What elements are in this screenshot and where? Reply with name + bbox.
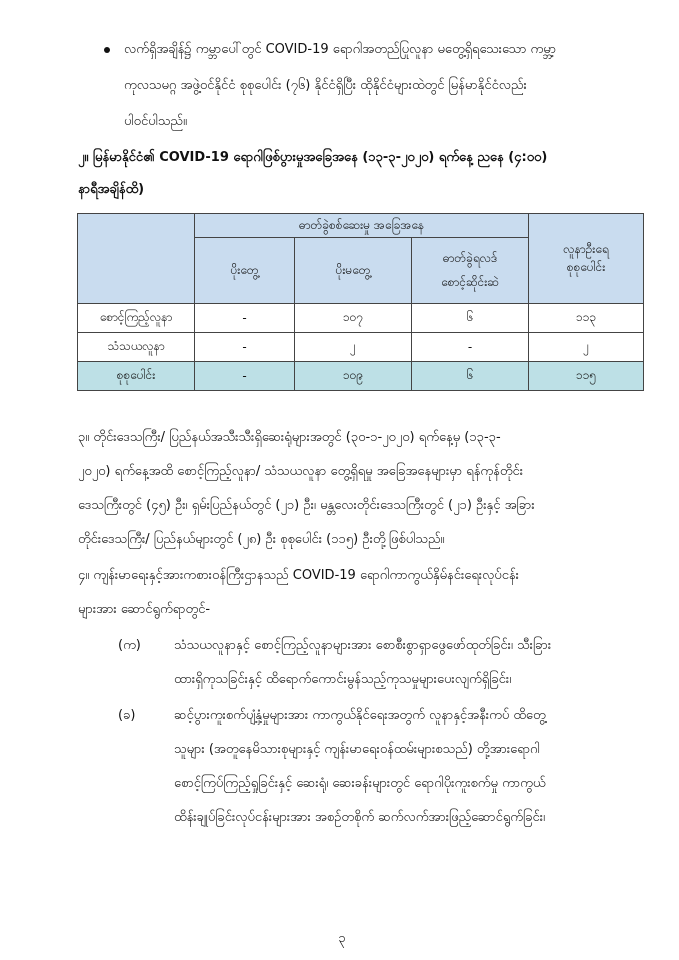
bullet-line-2: ကုလသမဂ္ဂ အဖွဲ့ဝင်နိုင်ငံ စုစုပေါင်း (၇၆) နိုင်ငံရှိပြီး ထိုနိုင်ငံများထဲတွင် မြန်မာနိုင်ငံလည်း: [124, 78, 527, 93]
item-ka-marker: (က): [118, 638, 141, 653]
section-3-line-4: တိုင်းဒေသကြီး/ ပြည်နယ်များတွင် (၂၈) ဦး စုစုပေါင်း (၁၁၅) ဦးတို့ဖြစ်ပါသည်။: [78, 532, 445, 547]
section-2-heading-line-1: ၂။ မြန်မာနိုင်ငံ၏ COVID-19 ရောဂါဖြစ်ပွားမှုအခြေအနေ (၁၃-၃-၂၀၂၀) ရက်နေ့ ညနေ (၄:၀၀): [78, 150, 548, 165]
page-number: ၃: [338, 931, 346, 946]
row-positive: -: [195, 333, 295, 362]
row-label: စောင့်ကြည့်လူနာ: [78, 304, 195, 333]
row-positive: -: [195, 362, 295, 391]
item-ka-line-2: ထားရှိကုသခြင်းနှင့် ထိရောက်ကောင်းမွန်သည့်ကုသမှုများပေးလျက်ရှိခြင်း၊: [174, 672, 512, 687]
item-kha-line-1: ဆင့်ပွားကူးစက်ပျံ့နှံ့မှုများအား ကာကွယ်နိုင်ရေးအတွက် လူနာနှင့်အနီးကပ် ထိတွေ့: [174, 708, 546, 723]
section-2-heading-line-2: နာရီအချိန်ထိ): [78, 182, 145, 197]
row-negative: ၁၀၉: [295, 362, 412, 391]
section-4-line-2: များအား ဆောင်ရွက်ရာတွင်-: [78, 602, 211, 617]
pending-header-line-2: စောင့်ဆိုင်းဆဲ: [441, 274, 499, 289]
item-kha-line-4: ထိန်းချုပ်ခြင်းလုပ်ငန်းများအား အစဉ်တစိုက် ဆက်လက်အားဖြည့်ဆောင်ရွက်ခြင်း၊: [174, 810, 546, 825]
item-kha-line-2: သူများ (အတူနေမိသားစုများနှင့် ကျန်းမာရေးဝန်ထမ်းများစသည်) တို့အားရောဂါ: [174, 742, 540, 757]
covid-status-table: [77, 213, 644, 391]
section-3-line-1: ၃။ တိုင်းဒေသကြီး/ ပြည်နယ်အသီးသီးရှိဆေးရုံများအတွင် (၃၀-၁-၂၀၂၀) ရက်နေ့မှ (၁၃-၃-: [78, 430, 501, 445]
section-3-line-2: ၂၀၂၀) ရက်နေ့အထိ စောင့်ကြည့်လူနာ/ သံသယလူနာ တွေ့ရှိရမှု အခြေအနေများမှာ ရန်ကုန်တိုင်း: [78, 464, 524, 479]
bullet-line-1: လက်ရှိအချိန်၌ ကမ္ဘာပေါ်တွင် COVID-19 ရောဂါအတည်ပြုလူနာ မတွေ့ရှိရသေးသော ကမ္ဘာ့: [124, 42, 557, 57]
row-negative: ၂: [295, 333, 412, 362]
table-total-header: [529, 214, 644, 304]
row-total: ၂: [529, 333, 644, 362]
bullet-line-3: ပါဝင်ပါသည်။: [124, 114, 187, 129]
bullet-icon: [104, 47, 110, 53]
row-pending: -: [412, 333, 529, 362]
row-total: ၁၁၅: [529, 362, 644, 391]
table-group-header: ဓာတ်ခွဲစစ်ဆေးမှု အခြေအနေ: [195, 214, 529, 238]
row-label: သံသယလူနာ: [78, 333, 195, 362]
table-row: [78, 304, 644, 333]
section-4-line-1: ၄။ ကျန်းမာရေးနှင့်အားကစားဝန်ကြီးဌာနသည် COVID-19 ရောဂါကာကွယ်နှိမ်နင်းရေးလုပ်ငန်း: [78, 568, 519, 583]
row-positive: -: [195, 304, 295, 333]
total-header-line-2: စုစုပေါင်း: [566, 259, 606, 274]
row-pending: ၆: [412, 362, 529, 391]
item-ka-line-1: သံသယလူနာနှင့် စောင့်ကြည့်လူနာများအား စောစီးစွာရှာဖွေဖော်ထုတ်ခြင်း၊ သီးခြား: [174, 638, 552, 653]
table-corner-cell: [78, 214, 195, 304]
section-3-line-3: ဒေသကြီးတွင် (၄၅) ဦး၊ ရှမ်းပြည်နယ်တွင် (၂၁) ဦး၊ မန္တလေးတိုင်းဒေသကြီးတွင် (၂၁) ဦးနှင့် အခြား: [78, 498, 535, 513]
pending-header-line-1: ဓာတ်ခွဲရလဒ်: [442, 250, 498, 265]
row-total: ၁၁၃: [529, 304, 644, 333]
row-negative: ၁၀၇: [295, 304, 412, 333]
table-col-negative: ပိုးမတွေ့: [295, 238, 412, 304]
table-row: [78, 333, 644, 362]
total-header-line-1: လူနာဦးရေ: [563, 241, 609, 256]
table-total-row: [78, 362, 644, 391]
table-col-positive: ပိုးတွေ့: [195, 238, 295, 304]
table-col-pending: [412, 238, 529, 304]
item-kha-marker: (ခ): [118, 708, 136, 723]
row-label: စုစုပေါင်း: [78, 362, 195, 391]
row-pending: ၆: [412, 304, 529, 333]
item-kha-line-3: စောင့်ကြပ်ကြည့်ရှုခြင်းနှင့် ဆေးရုံ၊ ဆေးခန်းများတွင် ရောဂါပိုးကူးစက်မှု ကာကွယ်: [174, 776, 546, 791]
